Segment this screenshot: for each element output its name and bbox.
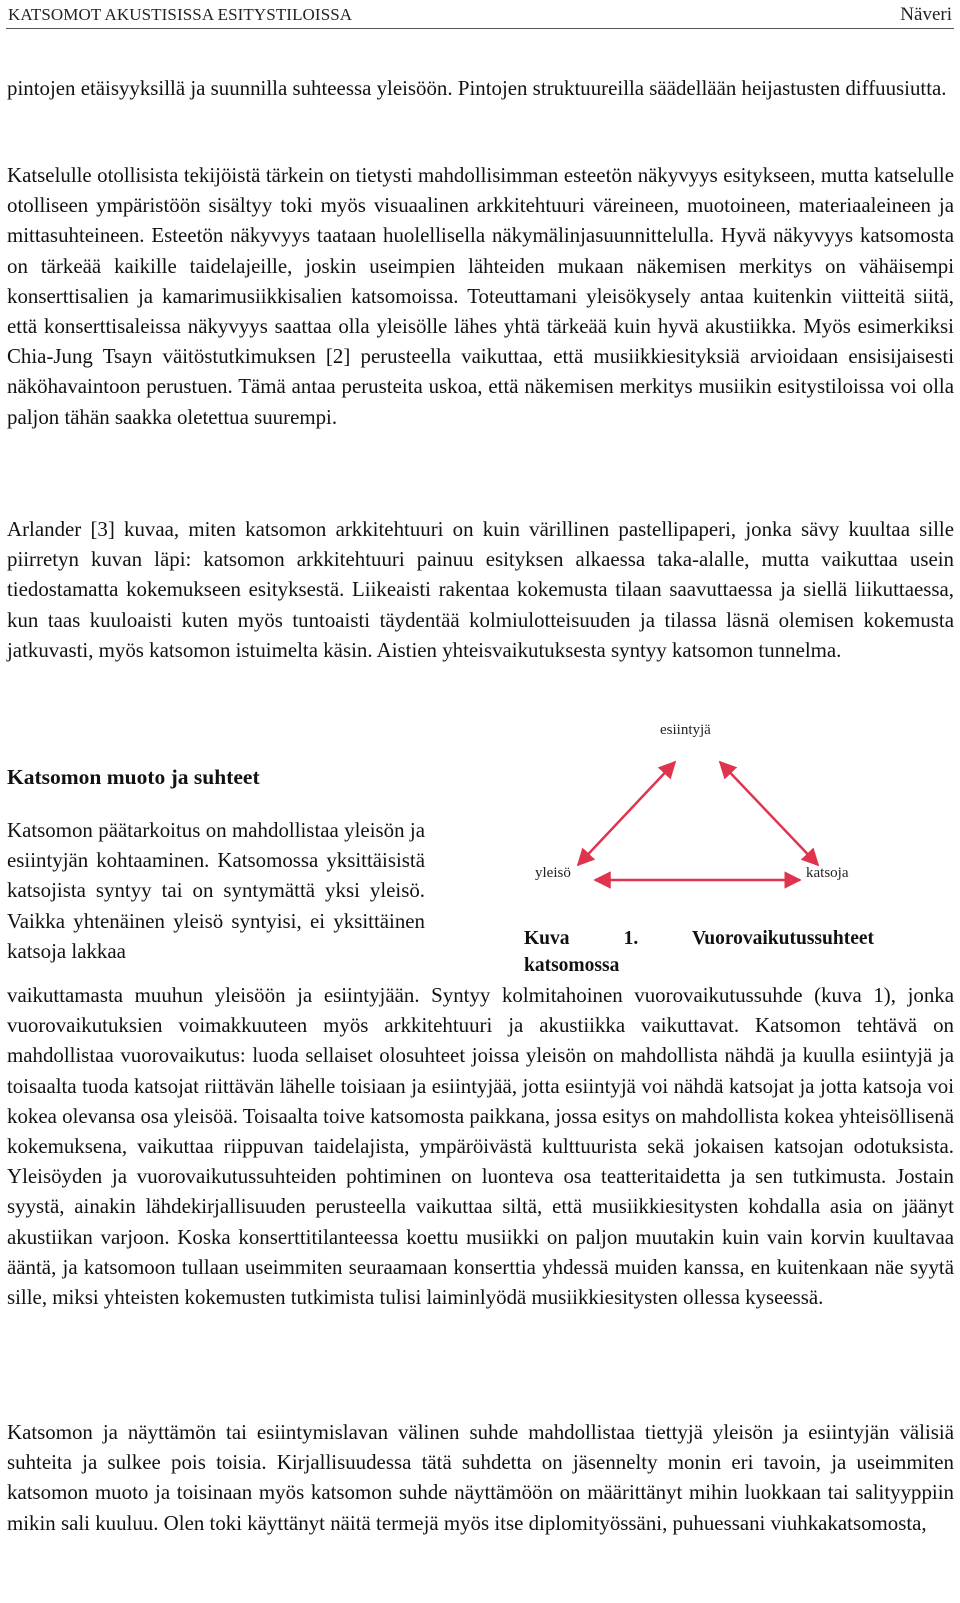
figure-caption: Kuva 1. Vuorovaikutussuhteet katsomossa xyxy=(524,928,874,976)
label-audience: yleisö xyxy=(535,865,571,881)
section-heading: Katsomon muoto ja suhteet xyxy=(7,765,260,789)
arrow-performer-audience xyxy=(578,762,675,865)
running-header xyxy=(6,2,954,29)
paragraph-2: Katselulle otollisista tekijöistä tärkein on tietysti mahdollisimman esteetön näkyvyys esitykseen, mutta katselulle otolliseen ympäristöön sisältyy toki myös visuaalinen arkkitehtuuri väreineen, muotoineen, materiaaleineen ja mittasuhteineen. Esteetön näkyvyys taataan huolellisella näkymälinjasuunnittelulla. Hyvä näkyvyys katsomosta on tärkeää kaikille taidelajeille, joskin useimpien lähteiden mukaan näkemisen merkitys on vähäisempi konserttisalien ja kamarimusiikkisalien katsomoissa. Toteuttamani yleisökysely antaa kuitenkin viitteitä siitä, että konserttisaleissa näkyvyys saattaa olla yleisölle lähes yhtä tärkeää kuin hyvä akustiikka. Myös esimerkiksi Chia-Jung Tsayn väitöstutkimuksen [2] perusteella vaikuttaa, että musiikkiesityksiä arvioidaan ensisijaisesti näköhavaintoon perustuen. Tämä antaa perusteita uskoa, että näkemisen merkitys musiikin esitystiloissa voi olla paljon tähän saakka oletettua suurempi. xyxy=(7,163,954,429)
arrow-performer-spectator xyxy=(720,762,818,865)
label-spectator: katsoja xyxy=(806,865,849,881)
paragraph-4-narrow: Katsomon päätarkoitus on mahdollistaa yleisön ja esiintyjän kohtaaminen. Katsomossa yksittäisistä katsojista syntyy tai on syntymättä yksi yleisö. Vaikka yhtenäinen yleisö syntyisi, ei yksittäinen katsoja lakkaa xyxy=(7,818,425,963)
label-performer: esiintyjä xyxy=(660,722,711,738)
header-author: Näveri xyxy=(900,4,952,25)
header-title: KATSOMOT AKUSTISISSA ESITYSTILOISSA xyxy=(8,5,353,24)
paragraph-5: Katsomon ja näyttämön tai esiintymislavan välinen suhde mahdollistaa tiettyjä yleisön ja esiintyjän välisiä suhteita ja sulkee pois toisia. Kirjallisuudessa tätä suhdetta on jäsennelty monin eri tavoin, ja useimmiten katsomon muoto ja toisinaan myös katsomon suhde näyttämöön on määrittänyt mihin luokkaan tai salityyppiin mikin sali kuuluu. Olen toki käyttänyt näitä termejä myös itse diplomityössäni, puhuessani viuhkakatsomosta, xyxy=(7,1420,954,1535)
paragraph-1: pintojen etäisyyksillä ja suunnilla suhteessa yleisöön. Pintojen struktuureilla säädellään heijastusten diffuusiutta. xyxy=(7,76,947,100)
paragraph-3: Arlander [3] kuvaa, miten katsomon arkkitehtuuri on kuin värillinen pastellipaperi, jonka sävy kuultaa sille piirretyn kuvan läpi: katsomon arkkitehtuuri painuu esityksen alkaessa taka-alalle, mutta vaikuttaa usein tiedostamatta kokemukseen esityksestä. Liikeaisti rakentaa kokemusta tilaan saavuttaessa ja siellä liikuttaessa, kun taas kuuloaisti kuten myös tuntoaisti täydentää kolmiulotteisuuden ja tilassa läsnä olemisen kokemusta jatkuvasti, myös katsomon istuimelta käsin. Aistien yhteisvaikutuksesta syntyy katsomon tunnelma. xyxy=(7,517,954,662)
paragraph-4-full: vaikuttamasta muuhun yleisöön ja esiintyjään. Syntyy kolmitahoinen vuorovaikutussuhde (kuva 1), jonka vuorovaikutuksien voimakkuuteen myös arkkitehtuuri ja akustiikka vaikuttavat. Katsomon tehtävä on mahdollistaa vuorovaikutus: luoda sellaiset olosuhteet joissa yleisön on mahdollista nähdä ja kuulla esiintyjä ja toisaalta tuoda katsojat riittävän lähelle toisiaan ja esiintyjää, jotta esiintyjä voi nähdä katsojat ja jotta katsoja voi kokea olevansa osa yleisöä. Toisaalta toive katsomosta paikkana, jossa esitys on mahdollista kokea yhteisöllisenä kokemuksena, vaikuttaa riippuvan taidelajista, ympäröivästä kulttuurista sekä jokaisen katsojan odotuksista. Yleisöyden ja vuorovaikutussuhteiden pohtiminen on luonteva osa teatteritaidetta ja sen tutkimusta. Jostain syystä, ainakin lähdekirjallisuuden perusteella vaikuttaa siltä, että musiikkiesitysten kohdalla asia on jäänyt akustiikan varjoon. Koska konserttitilanteessa koettu musiikki on paljon muutakin kuin vain korvin kuultavaa ääntä, ja katsomoon tullaan useimmiten seuraamaan konserttia yhdessä muiden kanssa, en kuitenkaan näe syytä sille, miksi yhteisten kokemusten tutkimista tulisi laiminlyödä musiikkiesitysten ollessa kyseessä. xyxy=(7,983,954,1310)
